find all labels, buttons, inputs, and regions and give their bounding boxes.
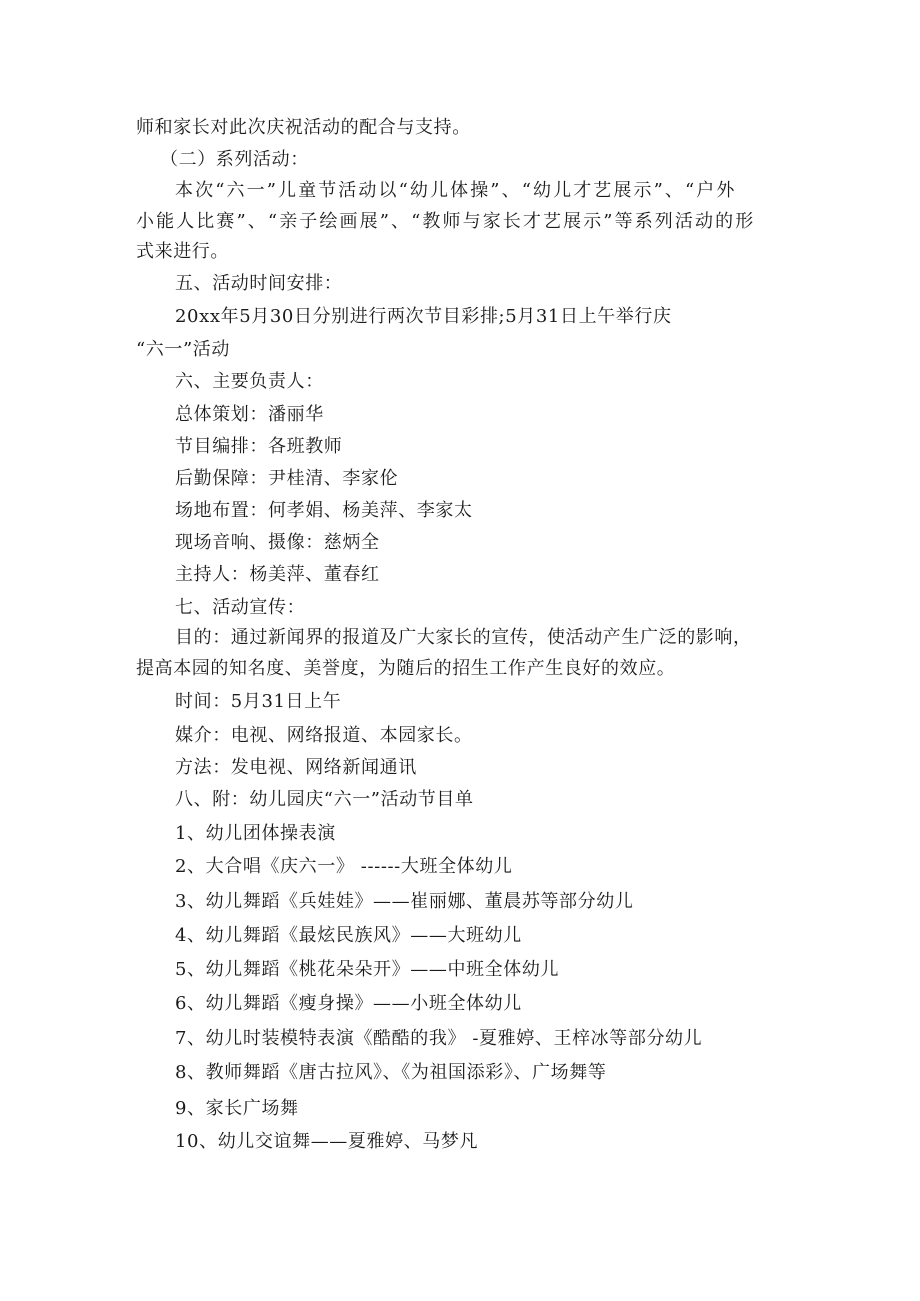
program-item: 6、幼儿舞蹈《瘦身操》——小班全体幼儿: [175, 993, 522, 1014]
list-item: 现场音响、摄像：慈炳全: [175, 532, 380, 553]
list-item: 时间：5月31日上午: [175, 691, 342, 712]
paragraph-line: 20xx年5月30日分别进行两次节目彩排;5月31日上午举行庆: [175, 306, 672, 327]
paragraph-line: “六一”活动: [136, 339, 231, 360]
program-item: 5、幼儿舞蹈《桃花朵朵开》——中班全体幼儿: [175, 959, 560, 980]
list-item: 方法：发电视、网络新闻通讯: [175, 757, 417, 778]
section-heading: 六、主要负责人：: [175, 371, 324, 392]
program-item: 8、教师舞蹈《唐古拉风》、《为祖国添彩》、广场舞等: [175, 1062, 607, 1083]
program-item: 7、幼儿时装模特表演《酷酷的我》 -夏雅婷、王梓冰等部分幼儿: [175, 1028, 703, 1049]
program-item: 1、幼儿团体操表演: [175, 823, 336, 844]
list-item: 场地布置：何孝娟、杨美萍、李家太: [175, 500, 473, 521]
paragraph-line: 小能人比赛”、“亲子绘画展”、“教师与家长才艺展示”等系列活动的形: [136, 211, 756, 232]
paragraph-line: 本次“六一”儿童节活动以“幼儿体操”、“幼儿才艺展示”、“户外: [175, 180, 737, 201]
list-item: 后勤保障：尹桂清、李家伦: [175, 468, 399, 489]
program-item: 10、幼儿交谊舞——夏雅婷、马梦凡: [175, 1131, 479, 1152]
section-heading: 七、活动宣传：: [175, 597, 306, 618]
subsection-heading: （二）系列活动：: [160, 149, 309, 170]
list-item: 主持人：杨美萍、董春红: [175, 564, 380, 585]
paragraph-line: 式来进行。: [136, 241, 229, 262]
section-heading: 八、附：幼儿园庆“六一”活动节目单: [175, 789, 474, 810]
paragraph-continuation: 师和家长对此次庆祝活动的配合与支持。: [136, 117, 471, 138]
paragraph-line: 目的：通过新闻界的报道及广大家长的宣传，使活动产生广泛的影响，: [175, 627, 752, 648]
program-item: 4、幼儿舞蹈《最炫民族风》——大班幼儿: [175, 925, 522, 946]
program-item: 3、幼儿舞蹈《兵娃娃》——崔丽娜、董晨苏等部分幼儿: [175, 891, 634, 912]
list-item: 节目编排：各班教师: [175, 436, 343, 457]
list-item: 总体策划：潘丽华: [175, 404, 324, 425]
paragraph-line: 提高本园的知名度、美誉度，为随后的招生工作产生良好的效应。: [136, 658, 676, 679]
section-heading: 五、活动时间安排：: [175, 273, 343, 294]
program-item: 9、家长广场舞: [175, 1098, 299, 1119]
program-item: 2、大合唱《庆六一》 ------大班全体幼儿: [175, 856, 513, 877]
list-item: 媒介：电视、网络报道、本园家长。: [175, 725, 473, 746]
